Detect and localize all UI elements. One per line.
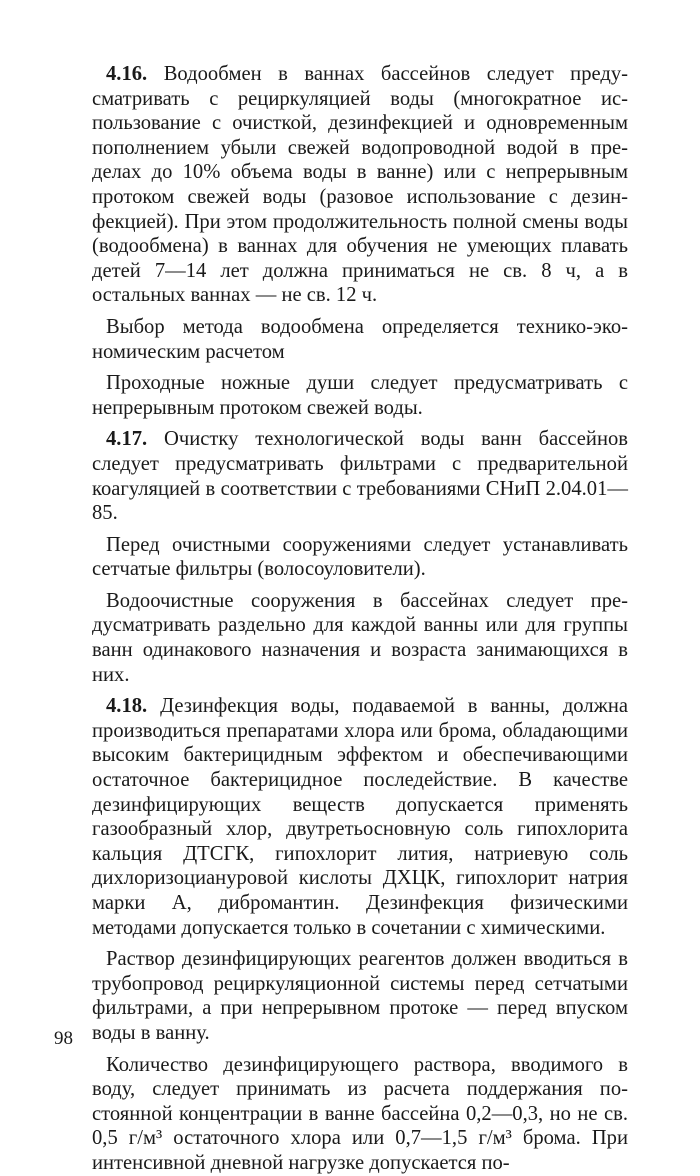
paragraph-4-17 (92, 427, 628, 525)
page-number: 98 (54, 1028, 73, 1049)
paragraph-4-16 (92, 62, 628, 308)
paragraph-text: Водообмен в ваннах бассейнов следует предусматривать с рециркуляцией воды (многократное использование с очисткой, дезинфекцией и одновременным пополнением убыли свежей водопроводной водой в пределах до 10% объема воды в ванне) или с непрерывным протоком свежей воды (разовое использование с дезинфекцией). При этом продолжительность полной смены воды (водообмена) в ваннах для обучения не умеющих плавать детей 7—14 лет должна приниматься не св. 8 ч, а в остальных ваннах — не св. 12 ч. (92, 63, 629, 307)
paragraph: Проходные ножные души следует предусматривать с непрерывным протоком свежей воды. (92, 372, 628, 419)
section-number-4-17: 4.17. (106, 428, 148, 451)
paragraph-4-18 (92, 694, 628, 940)
paragraph-text: Очистку технологической воды ванн бассейнов следует предусматривать фильтрами с предварительной коагуляцией в соответствии с требованиями СНиП 2.04.01—85. (92, 428, 628, 525)
paragraph-text: Дезинфекция воды, подаваемой в ванны, должна производиться препаратами хлора или брома, обладающими высоким бактерицидным эффектом и обеспечивающими остаточное бактерицидное последействие. В качестве дезинфицирующих веществ допускается применять газообразный хлор, двутретьосновную соль гипохлорита кальция ДТСГК, гипохлорит лития, натриевую соль дихлоризоциануровой кислоты ДХЦК, гипохлорит натрия марки А, дибромантин. Дезинфекция физическими методами допускается только в сочетании с химическими. (92, 695, 628, 939)
section-number-4-18: 4.18. (106, 695, 148, 718)
paragraph: Раствор дезинфицирующих реагентов должен вводиться в трубопровод рециркуляционной системы перед сетчатыми фильтрами, а при непрерывном протоке — перед впуском воды в ванну. (92, 948, 628, 1044)
document-body (92, 62, 628, 1176)
paragraph: Выбор метода водообмена определяется технико-экономическим расчетом (92, 315, 628, 363)
paragraph: Водоочистные сооружения в бассейнах следует предусматривать раздельно для каждой ванны или для группы ванн одинакового назначения и возраста занимающихся в них. (92, 589, 628, 686)
section-number-4-16: 4.16. (106, 63, 148, 85)
paragraph: Перед очистными сооружениями следует устанавливать сетчатые фильтры (волосоуловители). (92, 533, 628, 581)
paragraph: Количество дезинфицирующего раствора, вводимого в воду, следует принимать из расчета поддержания постоянной концентрации в ванне бассейна 0,2—0,3, но не св. 0,5 г/м³ остаточного хлора или 0,7—1,5 г/м³ брома. При интенсивной дневной нагрузке допускается по- (92, 1053, 628, 1174)
